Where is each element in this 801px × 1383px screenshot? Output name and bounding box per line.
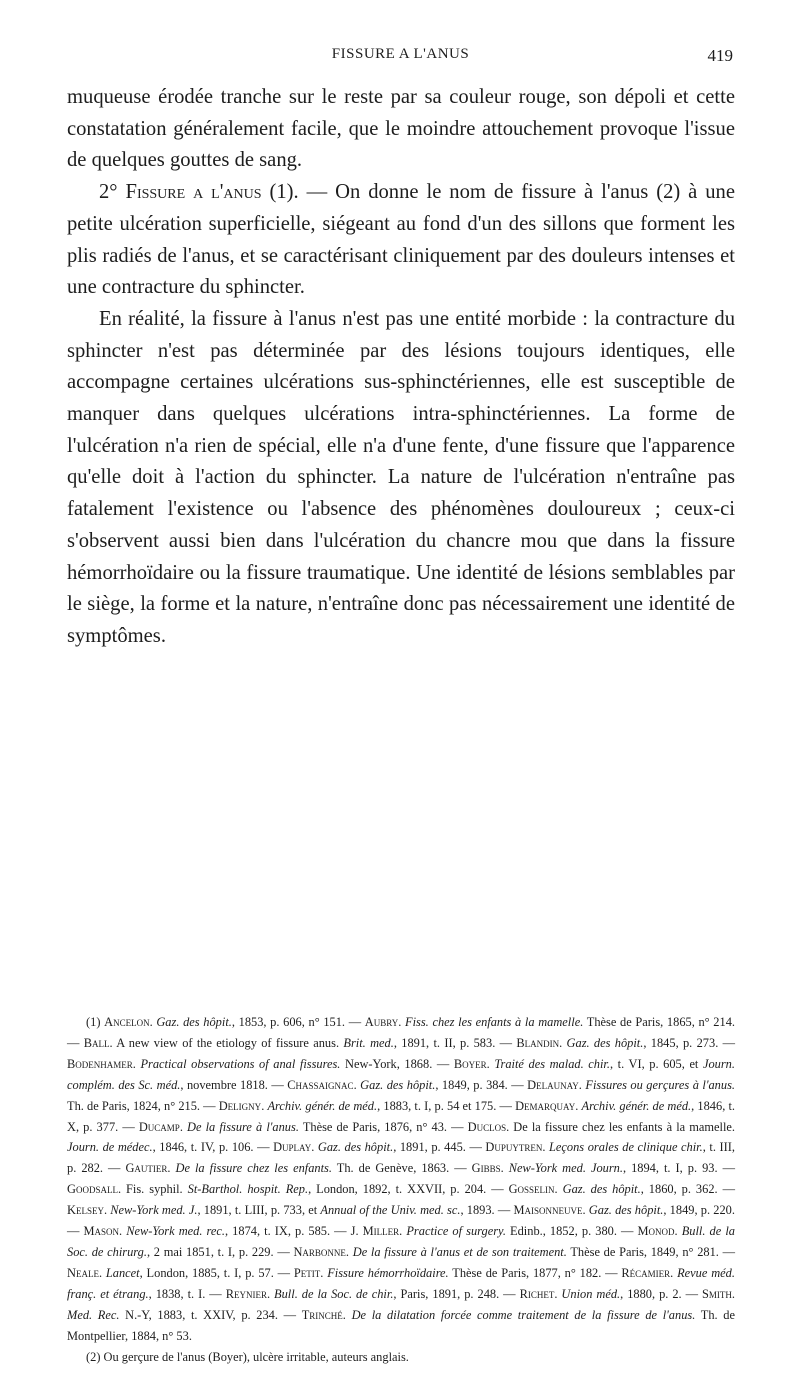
author-name: Blandin bbox=[516, 1035, 560, 1050]
work-title: Bull. de la Soc. de chirurg. bbox=[67, 1224, 735, 1259]
section-heading: Fissure a l'anus bbox=[125, 181, 262, 204]
citation-text: , 1846, t. IV, p. 106. — bbox=[152, 1140, 274, 1155]
author-name: Gosselin bbox=[508, 1182, 555, 1197]
author-name: Neale bbox=[67, 1265, 99, 1280]
citation-text: , 1860, p. 362. — bbox=[640, 1182, 735, 1197]
citation-text: New-York, 1868. — bbox=[340, 1056, 454, 1071]
citation-text: . bbox=[398, 1015, 406, 1029]
citation-text: . bbox=[399, 1224, 407, 1239]
work-title: Practical observations of anal fissures. bbox=[140, 1056, 341, 1071]
author-name: Demarquay bbox=[515, 1098, 576, 1113]
citation-text: Th. de Genève, 1863. — bbox=[331, 1161, 472, 1176]
citation-text: . A new view of the etiology of fissure anus. bbox=[109, 1035, 344, 1050]
work-title: Revue méd. franç. et étrang. bbox=[67, 1265, 735, 1301]
citation-text: , Paris, 1891, p. 248. — bbox=[393, 1286, 520, 1301]
author-name: Ancelon bbox=[104, 1015, 150, 1029]
citation-text: Thèse de Paris, 1877, n° 182. — bbox=[448, 1265, 622, 1280]
work-title: Fissure hémorrhoïdaire. bbox=[327, 1265, 449, 1280]
work-title: Gaz. des hôpit. bbox=[566, 1035, 644, 1050]
work-title: St-Barthol. hospit. Rep. bbox=[187, 1182, 309, 1197]
author-name: Kelsey bbox=[67, 1203, 104, 1218]
citation-text: . bbox=[731, 1286, 736, 1301]
paragraph-1: muqueuse érodée tranche sur le reste par sa couleur rouge, son dépoli et cette constatation généralement facile, que le moindre attouchement provoque l'issue de quelques gouttes de sang. bbox=[67, 86, 735, 172]
work-title: Med. Rec. bbox=[67, 1307, 120, 1322]
citation-text: , 1874, t. IX, p. 585. — bbox=[225, 1224, 351, 1239]
citation-text: . bbox=[353, 1077, 361, 1092]
page-number: 419 bbox=[707, 46, 733, 65]
work-title: Union méd. bbox=[561, 1286, 621, 1301]
work-title: De la fissure à l'anus et de son traitement. bbox=[352, 1244, 567, 1259]
citation-text: . bbox=[486, 1056, 495, 1071]
work-title: Gaz. des hôpit. bbox=[562, 1182, 641, 1197]
author-name: Ball bbox=[83, 1035, 110, 1050]
citation-text: . bbox=[98, 1265, 106, 1280]
citation-text: (1) bbox=[86, 1015, 105, 1029]
work-title: Practice of surgery. bbox=[406, 1224, 506, 1239]
citation-text: , 1883, t. I, p. 54 et 175. — bbox=[377, 1098, 516, 1113]
work-title: Archiv. génér. de méd. bbox=[581, 1098, 692, 1113]
citation-text: , London, 1885, t. I, p. 57. — bbox=[139, 1265, 294, 1280]
citation-text: . bbox=[320, 1265, 328, 1280]
footnotes bbox=[67, 1012, 735, 1367]
author-name: Mason bbox=[83, 1224, 120, 1239]
citation-text: , 1891, p. 445. — bbox=[393, 1140, 486, 1155]
work-title: Gaz. des hôpit. bbox=[156, 1015, 232, 1029]
work-title: Traité des malad. chir. bbox=[494, 1056, 610, 1071]
citation-text: . bbox=[578, 1077, 586, 1092]
citation-text: . bbox=[582, 1203, 589, 1218]
citation-text: . bbox=[179, 1119, 188, 1134]
citation-text: . bbox=[167, 1161, 176, 1176]
work-title: New-York med. rec. bbox=[126, 1224, 225, 1239]
work-title: Lancet bbox=[105, 1265, 140, 1280]
citation-text: , t. VI, p. 605, et bbox=[609, 1056, 703, 1071]
work-title: Gaz. des hôpit. bbox=[588, 1203, 664, 1218]
author-name: Ducamp bbox=[138, 1119, 180, 1134]
author-name: J. Miller bbox=[350, 1224, 400, 1239]
work-title: De la fissure à l'anus. bbox=[187, 1119, 299, 1134]
work-title: Leçons orales de clinique chir. bbox=[549, 1140, 703, 1155]
author-name: Smith bbox=[702, 1286, 732, 1301]
paragraph-2-text: (1). — On donne le nom de fissure à l'anus (2) à une petite ulcération superficielle, siégeant au fond d'un des sillons que forment les plis radiés de l'anus, et se caractérisant cliniquement par des douleurs intenses et une contracture du sphincter. bbox=[67, 181, 735, 299]
author-name: Reynier bbox=[225, 1286, 267, 1301]
citation-text: . bbox=[119, 1224, 127, 1239]
author-name: Duclos bbox=[467, 1119, 507, 1134]
running-head bbox=[0, 46, 801, 68]
citation-text: . bbox=[132, 1056, 141, 1071]
citation-text: Th. de Paris, 1824, n° 215. — bbox=[67, 1098, 219, 1113]
main-text bbox=[67, 82, 735, 653]
work-title: Journ. de médec. bbox=[67, 1140, 153, 1155]
work-title: Fiss. chez les enfants à la mamelle. bbox=[405, 1015, 584, 1029]
citation-text: , 1891, t. II, p. 583. — bbox=[393, 1035, 517, 1050]
citation-text: . bbox=[500, 1161, 509, 1176]
citation-text: Thèse de Paris, 1865, n° 214. — bbox=[67, 1015, 735, 1050]
citation-text: , 1893. — bbox=[460, 1203, 514, 1218]
citation-text: Thèse de Paris, 1849, n° 281. — bbox=[566, 1244, 736, 1259]
citation-text: . bbox=[345, 1244, 353, 1259]
footnote-2: (2) Ou gerçure de l'anus (Boyer), ulcère irritable, auteurs anglais. bbox=[86, 1349, 409, 1364]
author-name: Duplay bbox=[273, 1140, 312, 1155]
citation-text: , 2 mai 1851, t. I, p. 229. — bbox=[146, 1244, 294, 1259]
work-title: De la fissure chez les enfants. bbox=[175, 1161, 332, 1176]
running-title: FISSURE A L'ANUS bbox=[331, 46, 470, 62]
citation-text: Thèse de Paris, 1876, n° 43. — bbox=[298, 1119, 468, 1134]
work-title: New-York med. Journ. bbox=[508, 1161, 623, 1176]
author-name: Gautier bbox=[125, 1161, 168, 1176]
citation-text: . bbox=[554, 1286, 562, 1301]
citation-text: . bbox=[261, 1098, 268, 1113]
citation-text: , 1849, p. 384. — bbox=[435, 1077, 528, 1092]
citation-text: , 1894, t. I, p. 93. — bbox=[622, 1161, 735, 1176]
author-name: Dupuytren bbox=[485, 1140, 543, 1155]
citation-text: , 1891, t. LIII, p. 733, et bbox=[197, 1203, 321, 1218]
author-name: Gibbs bbox=[471, 1161, 501, 1176]
citation-text: Th. de Montpellier, 1884, n° 53. bbox=[67, 1307, 735, 1343]
author-name: Chassaignac bbox=[287, 1077, 354, 1092]
citation-text: Edinb., 1852, p. 380. — bbox=[505, 1224, 638, 1239]
work-title: Journ. complém. des Sc. méd. bbox=[67, 1056, 735, 1092]
work-title: De la dilatation forcée comme traitement de la fissure de l'anus. bbox=[351, 1307, 696, 1322]
citation-text: , London, 1892, t. XXVII, p. 204. — bbox=[308, 1182, 509, 1197]
paragraph-3: En réalité, la fissure à l'anus n'est pas une entité morbide : la contracture du sphincter n'est pas déterminée par des lésions toujours identiques, elle accompagne certaines ulcérations sus-sphinctériennes, elle est susceptible de manquer dans quelques ulcérations intra-sphinctériennes. La forme de l'ulcération n'a rien de spécial, elle n'a d'une fente, d'une fissure que l'apparence qu'elle doit à l'action du sphincter. La nature de l'ulcération n'entraîne pas fatalement l'existence ou l'absence des phénomènes douloureux ; ceux-ci s'observent aussi bien dans l'ulcération du chancre mou que dans la fissure hémorrhoïdaire ou la fissure traumatique. Une identité de lésions semblables par le siège, la forme et la nature, n'entraîne donc pas nécessairement une identité de symptômes. bbox=[67, 307, 735, 647]
citation-text: , 1880, p. 2. — bbox=[620, 1286, 703, 1301]
author-name: Narbonne bbox=[293, 1244, 346, 1259]
citation-text: , 1845, p. 273. — bbox=[643, 1035, 736, 1050]
author-name: Aubry bbox=[364, 1015, 399, 1029]
citation-text: . bbox=[342, 1307, 352, 1322]
citation-text: . bbox=[542, 1140, 550, 1155]
author-name: Goodsall bbox=[67, 1182, 118, 1197]
citation-text: , novembre 1818. — bbox=[180, 1077, 288, 1092]
work-title: Archiv. génér. de méd. bbox=[267, 1098, 378, 1113]
citation-text: . bbox=[311, 1140, 318, 1155]
work-title: Gaz. des hôpit. bbox=[360, 1077, 436, 1092]
citation-text: , 1849, p. 220. — bbox=[67, 1203, 735, 1239]
citation-text: . bbox=[149, 1015, 157, 1029]
citation-text: . Fis. syphil. bbox=[117, 1182, 188, 1197]
work-title: Brit. med. bbox=[343, 1035, 394, 1050]
paragraph-2 bbox=[67, 177, 735, 304]
section-number: 2° bbox=[99, 181, 118, 204]
citation-text: , 1838, t. I. — bbox=[148, 1286, 226, 1301]
work-title: New-York med. J. bbox=[110, 1203, 198, 1218]
citation-text: , t. III, p. 282. — bbox=[67, 1140, 735, 1176]
citation-text: . bbox=[559, 1035, 567, 1050]
citation-text: . bbox=[670, 1265, 678, 1280]
author-name: Petit bbox=[293, 1265, 321, 1280]
author-name: Delaunay bbox=[527, 1077, 579, 1092]
citation-text: , 1853, p. 606, n° 151. — bbox=[231, 1015, 365, 1029]
citation-text: , 1846, t. X, p. 377. — bbox=[67, 1098, 735, 1134]
citation-text: . bbox=[103, 1203, 111, 1218]
citation-text: . bbox=[575, 1098, 582, 1113]
citation-text: N.-Y, 1883, t. XXIV, p. 234. — bbox=[119, 1307, 302, 1322]
footnote-1 bbox=[67, 1012, 735, 1347]
citation-text: . De la fissure chez les enfants à la mamelle. bbox=[506, 1119, 736, 1134]
author-name: Richet bbox=[519, 1286, 555, 1301]
author-name: Trinché bbox=[301, 1307, 343, 1322]
work-title: Bull. de la Soc. de chir. bbox=[274, 1286, 394, 1301]
work-title: Annual of the Univ. med. sc. bbox=[320, 1203, 461, 1218]
citation-text: . bbox=[554, 1182, 563, 1197]
work-title: Gaz. des hôpit. bbox=[317, 1140, 394, 1155]
author-name: Bodenhamer bbox=[67, 1056, 133, 1071]
work-title: Fissures ou gerçures à l'anus. bbox=[585, 1077, 735, 1092]
citation-text: . bbox=[674, 1224, 682, 1239]
citation-text: . bbox=[266, 1286, 275, 1301]
author-name: Boyer bbox=[453, 1056, 487, 1071]
author-name: Maisonneuve bbox=[513, 1203, 583, 1218]
author-name: Deligny bbox=[218, 1098, 262, 1113]
author-name: Monod bbox=[637, 1224, 675, 1239]
author-name: Récamier bbox=[621, 1265, 671, 1280]
